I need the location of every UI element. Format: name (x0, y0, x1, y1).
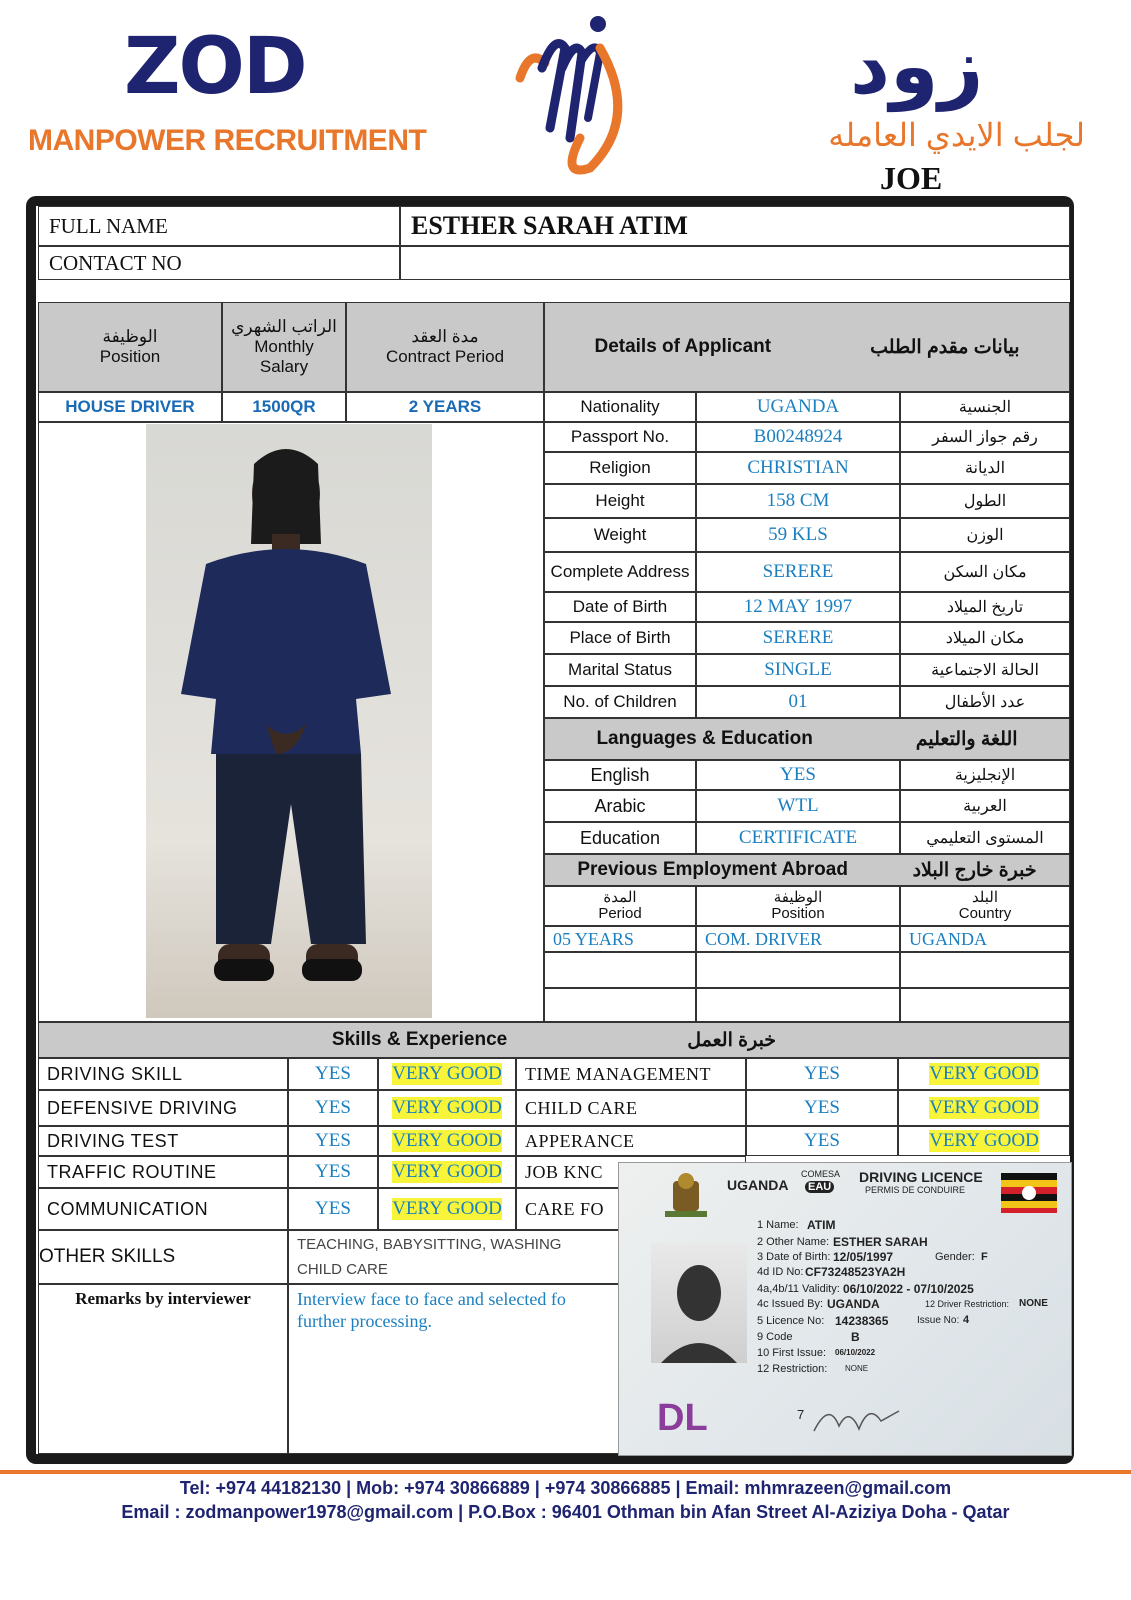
employment-heading (544, 854, 1070, 886)
dl-other-name: ESTHER SARAH (833, 1235, 928, 1249)
skill-has: YES (288, 1188, 378, 1230)
position-value: HOUSE DRIVER (38, 392, 222, 422)
dl-f5: 5 Licence No: (757, 1315, 825, 1327)
period-header (544, 886, 696, 926)
detail-label-ar: رقم جواز السفر (900, 422, 1070, 452)
language-label: English (544, 760, 696, 790)
skill-level: VERY GOOD (392, 1097, 502, 1118)
dl-f12: 12 Driver Restriction: (925, 1299, 1010, 1309)
dl-f4c: 4c Issued By: (757, 1298, 824, 1310)
contact-value (400, 246, 1070, 280)
emp-period-value: 05 YEARS (544, 926, 696, 952)
dl-f4a: 4a,4b/11 Validity: (757, 1283, 840, 1295)
languages-heading-en: Languages & Education (596, 728, 813, 749)
dl-country: UGANDA (727, 1177, 789, 1193)
detail-label-ar: عدد الأطفال (900, 686, 1070, 718)
skill-level-cell (378, 1126, 516, 1156)
dl-eau: EAU (805, 1181, 834, 1193)
language-label: Arabic (544, 790, 696, 822)
skill-level-cell (378, 1090, 516, 1126)
position-header (38, 302, 222, 392)
dl-comesa: COMESA (801, 1169, 841, 1179)
brand-emblem-icon (500, 8, 640, 178)
dl-f-issue: Issue No: (917, 1315, 960, 1326)
footer-contact-line: Tel: +974 44182130 | Mob: +974 30866889 | +974 30866885 | Email: mhmrazeen@gmail.com (179, 1478, 952, 1498)
dl-driver-restriction: NONE (1019, 1298, 1048, 1309)
skill-name: CARE FO (516, 1188, 746, 1230)
dl-gender: F (981, 1251, 988, 1263)
languages-heading-ar: اللغة والتعليم (915, 728, 1018, 750)
detail-label-ar: الجنسية (900, 392, 1070, 422)
detail-label: No. of Children (544, 686, 696, 718)
detail-label: Date of Birth (544, 592, 696, 622)
salary-header-en: Monthly Salary (254, 337, 314, 376)
emp-empty-cell (900, 988, 1070, 1022)
salary-header (222, 302, 346, 392)
skill-has: YES (288, 1126, 378, 1156)
detail-label-ar: مكان السكن (900, 552, 1070, 592)
language-value: WTL (696, 790, 900, 822)
skill-has: YES (746, 1058, 898, 1090)
applicant-photo (146, 424, 432, 1018)
uganda-flag-icon (1001, 1173, 1057, 1213)
dl-f-gender: Gender: (935, 1251, 975, 1263)
skill-level-cell (378, 1058, 516, 1090)
dl-licence-no: 14238365 (835, 1314, 889, 1328)
details-heading (544, 302, 1070, 392)
skill-name: DRIVING SKILL (38, 1058, 288, 1090)
footer-rule (0, 1470, 1131, 1474)
contract-header-ar: مدة العقد (411, 327, 479, 346)
dl-mark: DL (657, 1397, 708, 1439)
position-header-ar: الوظيفة (102, 327, 158, 346)
skill-name: DRIVING TEST (38, 1126, 288, 1156)
emp-empty-cell (696, 988, 900, 1022)
dl-f12b: 12 Restriction: (757, 1363, 828, 1375)
contact-label: CONTACT NO (38, 246, 400, 280)
dl-f3: 3 Date of Birth: (757, 1251, 831, 1263)
detail-value: SINGLE (696, 654, 900, 686)
detail-value: B00248924 (696, 422, 900, 452)
salary-value: 1500QR (222, 392, 346, 422)
detail-label-ar: الديانة (900, 452, 1070, 484)
skill-level: VERY GOOD (392, 1063, 502, 1084)
dl-first-issue: 06/10/2022 (835, 1348, 876, 1357)
skill-name: COMMUNICATION (38, 1188, 288, 1230)
detail-label-ar: الحالة الاجتماعية (900, 654, 1070, 686)
skill-level-cell (378, 1156, 516, 1188)
detail-label-ar: مكان الميلاد (900, 622, 1070, 654)
contract-value: 2 YEARS (346, 392, 544, 422)
dl-f4d: 4d ID No: (757, 1266, 804, 1278)
country-header-ar: البلد (971, 888, 999, 906)
detail-label: Complete Address (544, 552, 696, 592)
dl-issued-by: UGANDA (827, 1297, 880, 1311)
language-label: Education (544, 822, 696, 854)
other-skills-label: OTHER SKILLS (38, 1230, 288, 1284)
period-header-en: Period (598, 905, 642, 922)
skills-heading (38, 1022, 1070, 1058)
skill-level: VERY GOOD (929, 1097, 1039, 1118)
skill-level-cell (378, 1188, 516, 1230)
skill-name: APPERANCE (516, 1126, 746, 1156)
dl-validity: 06/10/2022 - 07/10/2025 (843, 1282, 974, 1296)
employment-heading-en: Previous Employment Abroad (577, 859, 848, 880)
detail-label: Marital Status (544, 654, 696, 686)
detail-label-ar: الطول (900, 484, 1070, 518)
skills-heading-en: Skills & Experience (331, 1029, 508, 1050)
detail-label: Religion (544, 452, 696, 484)
skill-has: YES (746, 1090, 898, 1126)
dl-f10: 10 First Issue: (757, 1347, 827, 1359)
emp-position-header-en: Position (771, 905, 825, 922)
dl-seven: 7 (797, 1407, 805, 1422)
other-skills-line-1: TEACHING, BABYSITTING, WASHING (297, 1236, 562, 1253)
brand-subtitle: MANPOWER RECRUITMENT (28, 124, 427, 157)
footer-address-line: Email : zodmanpower1978@gmail.com | P.O.Box : 96401 Othman bin Afan Street Al-Aziziya Doha - Qatar (121, 1502, 1010, 1522)
dl-code: B (851, 1330, 860, 1344)
dl-portrait-icon (651, 1243, 747, 1363)
skill-level: VERY GOOD (929, 1063, 1039, 1084)
detail-value: CHRISTIAN (696, 452, 900, 484)
remarks-label: Remarks by interviewer (38, 1284, 288, 1454)
detail-label: Passport No. (544, 422, 696, 452)
details-heading-en: Details of Applicant (594, 336, 772, 357)
full-name-label: FULL NAME (38, 206, 400, 246)
full-name-value: ESTHER SARAH ATIM (400, 206, 1070, 246)
skill-has: YES (288, 1058, 378, 1090)
skill-name: TIME MANAGEMENT (516, 1058, 746, 1090)
position-header-en: Position (99, 347, 161, 366)
contract-header-en: Contract Period (385, 347, 505, 366)
emp-position-value: COM. DRIVER (696, 926, 900, 952)
detail-value: 158 CM (696, 484, 900, 518)
skill-level: VERY GOOD (392, 1161, 502, 1182)
detail-value: SERERE (696, 552, 900, 592)
language-label-ar: الإنجليزية (900, 760, 1070, 790)
period-header-ar: المدة (603, 888, 637, 906)
dl-id-no: CF73248523YA2H (805, 1265, 906, 1279)
emp-country-value: UGANDA (900, 926, 1070, 952)
dl-issue-no: 4 (963, 1314, 970, 1326)
dl-f2: 2 Other Name: (757, 1236, 830, 1248)
brand-arabic-subtitle: لجلب الايدي العامله (828, 117, 1085, 153)
dl-title: DRIVING LICENCE (859, 1169, 983, 1185)
detail-label-ar: تاريخ الميلاد (900, 592, 1070, 622)
language-label-ar: المستوى التعليمي (900, 822, 1070, 854)
skill-name: JOB KNC (516, 1156, 746, 1188)
detail-label: Height (544, 484, 696, 518)
detail-label: Nationality (544, 392, 696, 422)
emp-empty-cell (900, 952, 1070, 988)
dl-f1: 1 Name: (757, 1219, 799, 1231)
dl-name: ATIM (807, 1218, 836, 1232)
dl-restriction: NONE (845, 1364, 869, 1373)
skill-level: VERY GOOD (392, 1198, 502, 1219)
detail-value: SERERE (696, 622, 900, 654)
skill-level-cell (898, 1058, 1070, 1090)
dl-dob: 12/05/1997 (833, 1250, 894, 1264)
skill-has: YES (288, 1090, 378, 1126)
detail-label-ar: الوزن (900, 518, 1070, 552)
skill-level: VERY GOOD (929, 1130, 1039, 1151)
employment-heading-ar: خبرة خارج البلاد (912, 859, 1037, 881)
languages-heading (544, 718, 1070, 760)
emp-empty-cell (544, 988, 696, 1022)
signature-icon (809, 1391, 909, 1441)
language-value: CERTIFICATE (696, 822, 900, 854)
other-skills-line-2: CHILD CARE (297, 1261, 388, 1278)
remarks-line-2: further processing. (297, 1310, 432, 1331)
detail-value: UGANDA (696, 392, 900, 422)
agent-name: JOE (880, 160, 943, 196)
detail-value: 59 KLS (696, 518, 900, 552)
remarks-line-1: Interview face to face and selected fo (297, 1289, 566, 1309)
coat-of-arms-icon (663, 1171, 709, 1221)
skill-level-cell (898, 1126, 1070, 1156)
driving-licence-image (618, 1162, 1072, 1456)
salary-header-ar: الراتب الشهري (231, 317, 337, 336)
dl-holder-photo (651, 1243, 747, 1363)
dl-f9: 9 Code (757, 1331, 793, 1343)
skill-has: YES (288, 1156, 378, 1188)
brand-arabic: زود (850, 22, 984, 112)
contract-header (346, 302, 544, 392)
emp-empty-cell (544, 952, 696, 988)
skills-heading-ar: خبرة العمل (687, 1029, 777, 1051)
country-header (900, 886, 1070, 926)
emp-position-header (696, 886, 900, 926)
skill-name: CHILD CARE (516, 1090, 746, 1126)
detail-value: 12 MAY 1997 (696, 592, 900, 622)
language-value: YES (696, 760, 900, 790)
skill-has: YES (746, 1126, 898, 1156)
brand-logo-text: ZOD (124, 22, 306, 112)
detail-label: Weight (544, 518, 696, 552)
dl-subtitle: PERMIS DE CONDUIRE (865, 1185, 966, 1195)
skill-name: TRAFFIC ROUTINE (38, 1156, 288, 1188)
skill-level-cell (898, 1090, 1070, 1126)
language-label-ar: العربية (900, 790, 1070, 822)
detail-value: 01 (696, 686, 900, 718)
emp-empty-cell (696, 952, 900, 988)
details-heading-ar: بيانات مقدم الطلب (870, 336, 1020, 358)
skill-name: DEFENSIVE DRIVING (38, 1090, 288, 1126)
person-silhouette-icon (146, 424, 432, 1018)
skill-level: VERY GOOD (392, 1130, 502, 1151)
country-header-en: Country (958, 905, 1012, 922)
detail-label: Place of Birth (544, 622, 696, 654)
emp-position-header-ar: الوظيفة (773, 888, 823, 906)
